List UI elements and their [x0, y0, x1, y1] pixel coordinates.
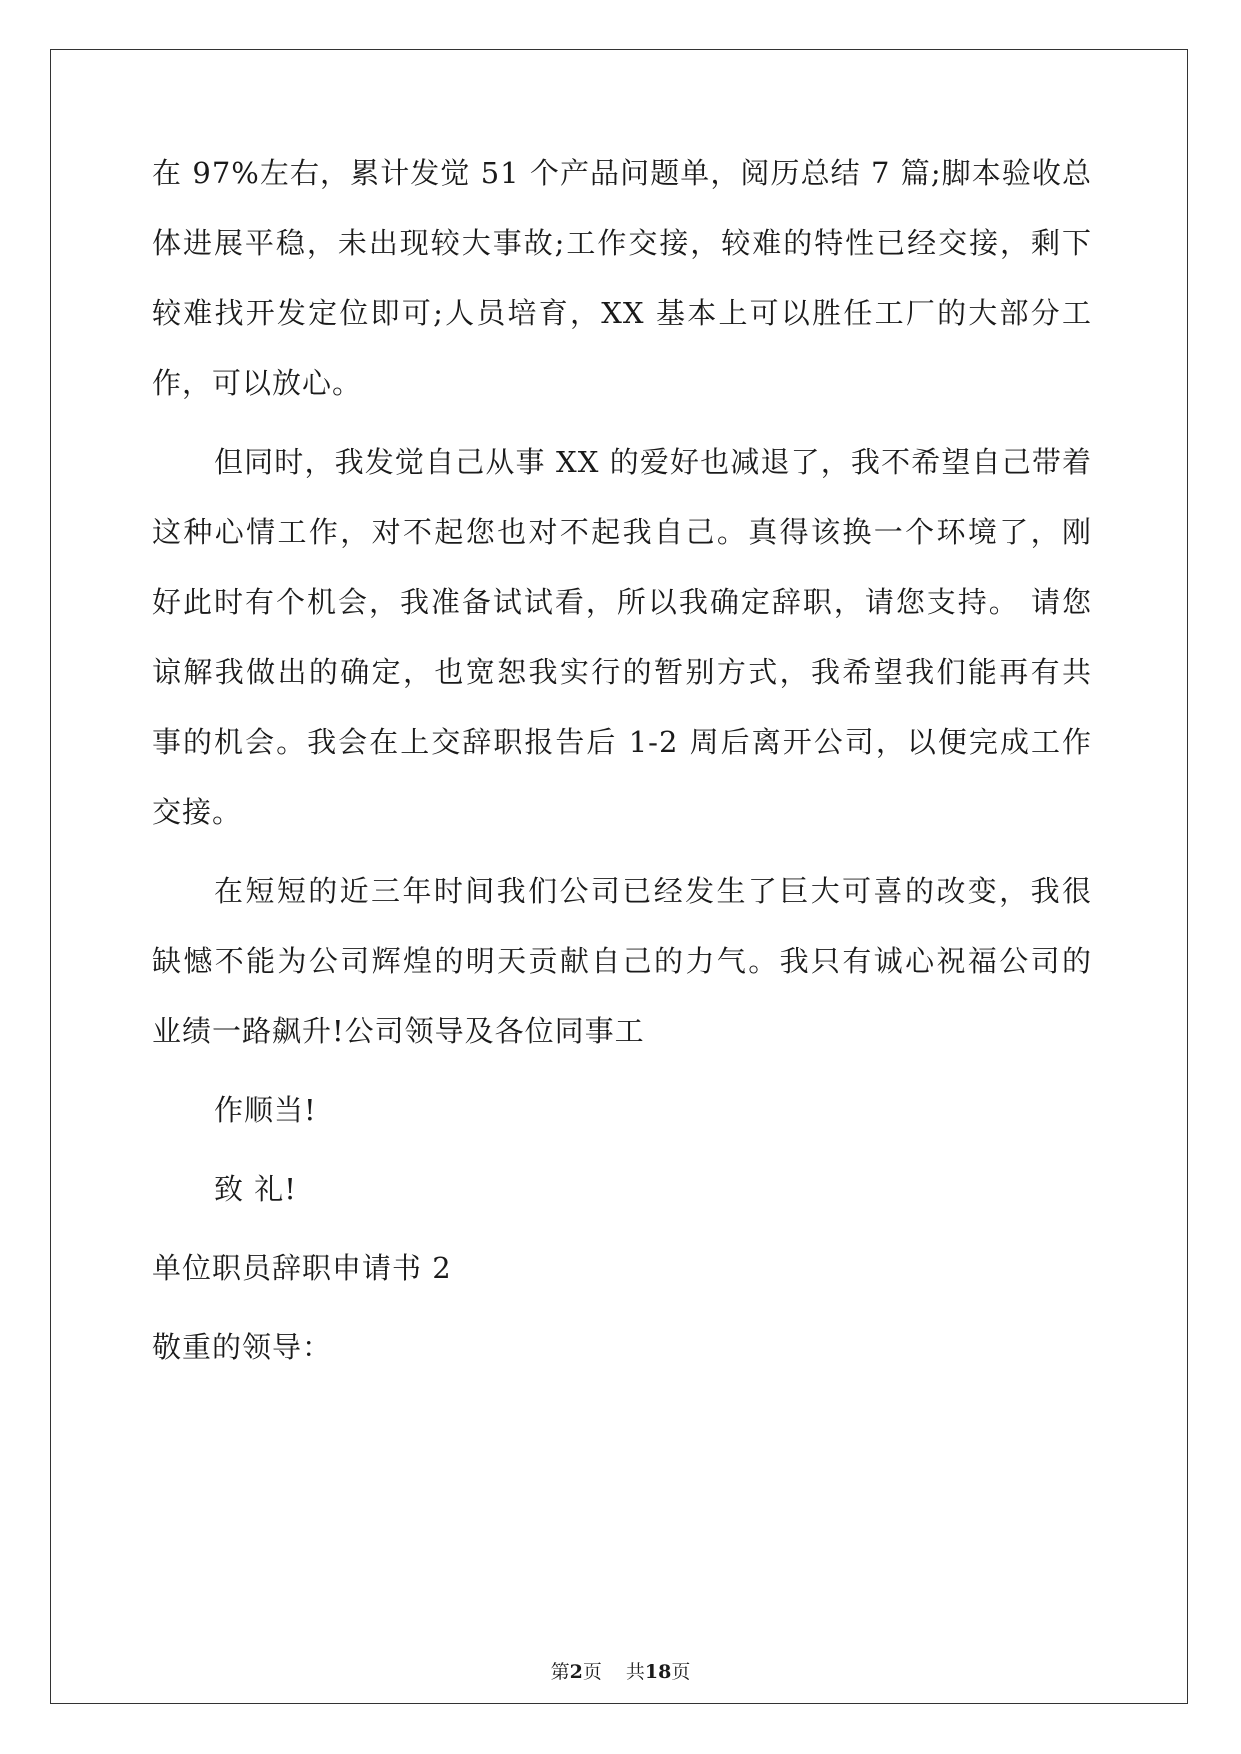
text-line: 事的机会。我会在上交辞职报告后 1-2 周后离开公司，以便完成工作 [152, 725, 1092, 759]
text-line: 在短短的近三年时间我们公司已经发生了巨大可喜的改变，我很 [214, 874, 1092, 908]
closing-line: 作顺当! [214, 1093, 317, 1127]
page-number: 2 [569, 1661, 583, 1683]
text-line: 业绩一路飙升!公司领导及各位同事工 [152, 1014, 645, 1048]
total-pages: 18 [644, 1661, 672, 1683]
total-prefix: 共 [625, 1661, 645, 1683]
text-line: 体进展平稳，未出现较大事故;工作交接，较难的特性已经交接，剩下 [152, 226, 1092, 260]
page-prefix: 第 [550, 1661, 570, 1683]
salutation-closing: 致 礼! [214, 1172, 297, 1206]
text-line: 在 97%左右，累计发觉 51 个产品问题单，阅历总结 7 篇;脚本验收总 [152, 156, 1092, 190]
text-line: 谅解我做出的确定，也宽恕我实行的暂别方式，我希望我们能再有共 [152, 655, 1092, 689]
text-line: 交接。 [152, 795, 243, 829]
text-line: 这种心情工作，对不起您也对不起我自己。真得该换一个环境了，刚 [152, 515, 1092, 549]
text-line: 作，可以放心。 [152, 366, 363, 400]
page-unit: 页 [582, 1661, 602, 1683]
text-line: 较难找开发定位即可;人员培育，XX 基本上可以胜任工厂的大部分工 [152, 296, 1092, 330]
text-line: 好此时有个机会，我准备试试看，所以我确定辞职，请您支持。 请您 [152, 585, 1092, 619]
section-heading: 单位职员辞职申请书 2 [152, 1251, 452, 1285]
text-line: 缺憾不能为公司辉煌的明天贡献自己的力气。我只有诚心祝福公司的 [152, 944, 1092, 978]
text-line: 但同时，我发觉自己从事 XX 的爱好也减退了，我不希望自己带着 [214, 445, 1092, 479]
salutation: 敬重的领导： [152, 1330, 333, 1364]
page-footer [0, 1660, 1241, 1684]
total-unit: 页 [671, 1661, 691, 1683]
